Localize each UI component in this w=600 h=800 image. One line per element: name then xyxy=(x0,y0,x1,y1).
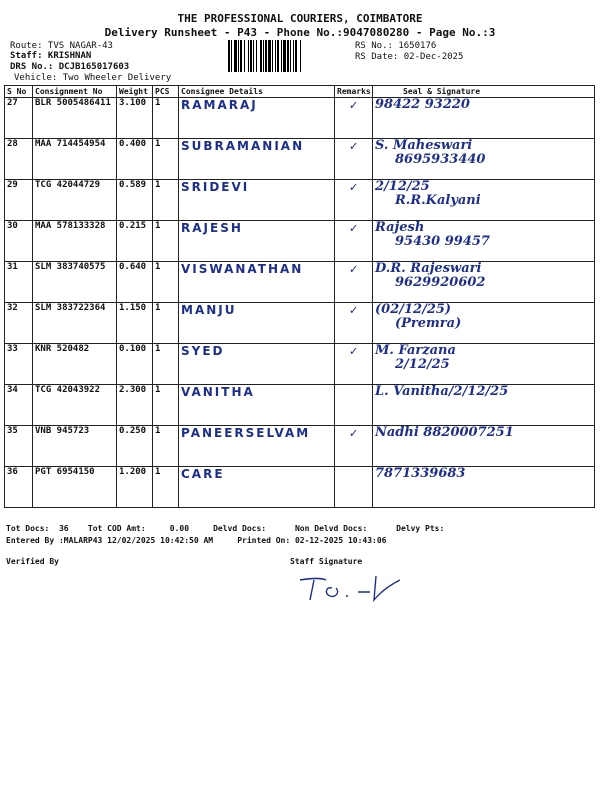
table-row xyxy=(5,139,595,180)
remark-cell: ✓ xyxy=(335,344,373,385)
weight-cell: 1.200 xyxy=(117,467,153,508)
weight-cell: 0.100 xyxy=(117,344,153,385)
seal-signature-cell xyxy=(373,139,595,180)
table-row xyxy=(5,221,595,262)
column-header: Consignment No xyxy=(33,86,117,98)
consignment-cell: VNB 945723 xyxy=(33,426,117,467)
weight-cell: 0.250 xyxy=(117,426,153,467)
signature-line-1: D.R. Rajeswari xyxy=(375,261,482,276)
remark-cell: ✓ xyxy=(335,303,373,344)
sno-cell: 32 xyxy=(5,303,33,344)
runsheet-subtitle: Delivery Runsheet - P43 - Phone No.:9047080280 - Page No.:3 xyxy=(104,26,496,39)
table-row xyxy=(5,467,595,508)
consignee-cell: SRIDEVI xyxy=(179,180,335,221)
totals-line: Tot Docs: 36 Tot COD Amt: 0.00 Delvd Docs: Non Delvd Docs: Delvy Pts: xyxy=(6,524,445,533)
consignment-cell: KNR 520482 xyxy=(33,344,117,385)
remark-cell: ✓ xyxy=(335,180,373,221)
consignment-cell: PGT 6954150 xyxy=(33,467,117,508)
rs-number: RS No.: 1650176 xyxy=(355,41,437,51)
runsheet-table xyxy=(4,85,595,508)
sno-cell: 28 xyxy=(5,139,33,180)
signature-line-1: Rajesh xyxy=(375,220,425,235)
signature-line-2: (Premra) xyxy=(395,316,462,331)
seal-signature-cell xyxy=(373,98,595,139)
seal-signature-cell xyxy=(373,303,595,344)
barcode-bar xyxy=(301,40,302,72)
table-row xyxy=(5,180,595,221)
signature-line-1: S. Maheswari xyxy=(375,138,473,153)
seal-signature-cell xyxy=(373,180,595,221)
signature-line-1: 98422 93220 xyxy=(375,97,470,112)
barcode xyxy=(228,40,350,72)
column-header: Consignee Details xyxy=(179,86,335,98)
rs-date: RS Date: 02-Dec-2025 xyxy=(355,52,464,62)
consignment-cell: TCG 42043922 xyxy=(33,385,117,426)
drs-number: DRS No.: DCJB165017603 xyxy=(10,62,130,72)
table-row xyxy=(5,98,595,139)
entered-by-line: Entered By :MALARP43 12/02/2025 10:42:50 AM Printed On: 02-12-2025 10:43:06 xyxy=(6,536,387,545)
remark-cell: ✓ xyxy=(335,221,373,262)
seal-signature-cell xyxy=(373,262,595,303)
table-header-row xyxy=(5,86,595,98)
table-row xyxy=(5,303,595,344)
signature-line-1: M. Farzana xyxy=(375,343,456,358)
pcs-cell: 1 xyxy=(153,467,179,508)
consignee-cell: MANJU xyxy=(179,303,335,344)
consignee-cell: RAMARAJ xyxy=(179,98,335,139)
weight-cell: 1.150 xyxy=(117,303,153,344)
seal-signature-cell xyxy=(373,426,595,467)
weight-cell: 0.589 xyxy=(117,180,153,221)
seal-signature-cell xyxy=(373,221,595,262)
sno-cell: 35 xyxy=(5,426,33,467)
pcs-cell: 1 xyxy=(153,262,179,303)
remark-cell: ✓ xyxy=(335,426,373,467)
signature-line-2: 95430 99457 xyxy=(395,234,490,249)
table-row xyxy=(5,262,595,303)
signature-line-1: (02/12/25) xyxy=(375,302,452,317)
signature-line-1: 2/12/25 xyxy=(375,179,430,194)
remark-cell: ✓ xyxy=(335,98,373,139)
pcs-cell: 1 xyxy=(153,344,179,385)
remark-cell: ✓ xyxy=(335,262,373,303)
remark-cell: ✓ xyxy=(335,139,373,180)
consignment-cell: TCG 42044729 xyxy=(33,180,117,221)
pcs-cell: 1 xyxy=(153,180,179,221)
table-row xyxy=(5,344,595,385)
consignee-cell: SYED xyxy=(179,344,335,385)
seal-signature-cell xyxy=(373,344,595,385)
remark-cell xyxy=(335,385,373,426)
signature-line-1: Nadhi 8820007251 xyxy=(375,425,514,440)
company-title: THE PROFESSIONAL COURIERS, COIMBATORE xyxy=(177,12,423,25)
column-header: Remarks xyxy=(335,86,373,98)
consignee-cell: CARE xyxy=(179,467,335,508)
consignment-cell: MAA 714454954 xyxy=(33,139,117,180)
verified-by-label: Verified By xyxy=(6,557,59,566)
consignee-cell: VANITHA xyxy=(179,385,335,426)
column-header: Weight xyxy=(117,86,153,98)
staff-signature-label: Staff Signature xyxy=(290,557,363,566)
sno-cell: 29 xyxy=(5,180,33,221)
sno-cell: 36 xyxy=(5,467,33,508)
signature-line-1: 7871339683 xyxy=(375,466,466,481)
column-header: S No xyxy=(5,86,33,98)
column-header: PCS xyxy=(153,86,179,98)
pcs-cell: 1 xyxy=(153,139,179,180)
consignee-cell: VISWANATHAN xyxy=(179,262,335,303)
consignment-cell: SLM 383722364 xyxy=(33,303,117,344)
pcs-cell: 1 xyxy=(153,303,179,344)
consignee-cell: RAJESH xyxy=(179,221,335,262)
signature-line-2: 2/12/25 xyxy=(395,357,450,372)
consignment-cell: SLM 383740575 xyxy=(33,262,117,303)
sno-cell: 31 xyxy=(5,262,33,303)
signature-line-2: R.R.Kalyani xyxy=(395,193,481,208)
route-label: Route: TVS NAGAR-43 xyxy=(10,41,113,51)
seal-signature-cell xyxy=(373,385,595,426)
remark-cell xyxy=(335,467,373,508)
weight-cell: 0.400 xyxy=(117,139,153,180)
seal-signature-cell xyxy=(373,467,595,508)
table-row xyxy=(5,426,595,467)
consignee-cell: SUBRAMANIAN xyxy=(179,139,335,180)
column-header: Seal & Signature xyxy=(373,86,595,98)
consignment-cell: BLR 5005486411 xyxy=(33,98,117,139)
sno-cell: 27 xyxy=(5,98,33,139)
weight-cell: 0.640 xyxy=(117,262,153,303)
sno-cell: 33 xyxy=(5,344,33,385)
weight-cell: 2.300 xyxy=(117,385,153,426)
weight-cell: 0.215 xyxy=(117,221,153,262)
consignment-cell: MAA 578133328 xyxy=(33,221,117,262)
staff-label: Staff: KRISHNAN xyxy=(10,51,92,61)
signature-line-1: L. Vanitha/2/12/25 xyxy=(375,384,509,399)
sno-cell: 30 xyxy=(5,221,33,262)
pcs-cell: 1 xyxy=(153,385,179,426)
pcs-cell: 1 xyxy=(153,426,179,467)
vehicle-label: Vehicle: Two Wheeler Delivery xyxy=(14,73,172,83)
signature-line-2: 9629920602 xyxy=(395,275,486,290)
signature-line-2: 8695933440 xyxy=(395,152,486,167)
sno-cell: 34 xyxy=(5,385,33,426)
pcs-cell: 1 xyxy=(153,98,179,139)
weight-cell: 3.100 xyxy=(117,98,153,139)
pcs-cell: 1 xyxy=(153,221,179,262)
table-row xyxy=(5,385,595,426)
consignee-cell: PANEERSELVAM xyxy=(179,426,335,467)
staff-signature-mark xyxy=(292,570,422,610)
